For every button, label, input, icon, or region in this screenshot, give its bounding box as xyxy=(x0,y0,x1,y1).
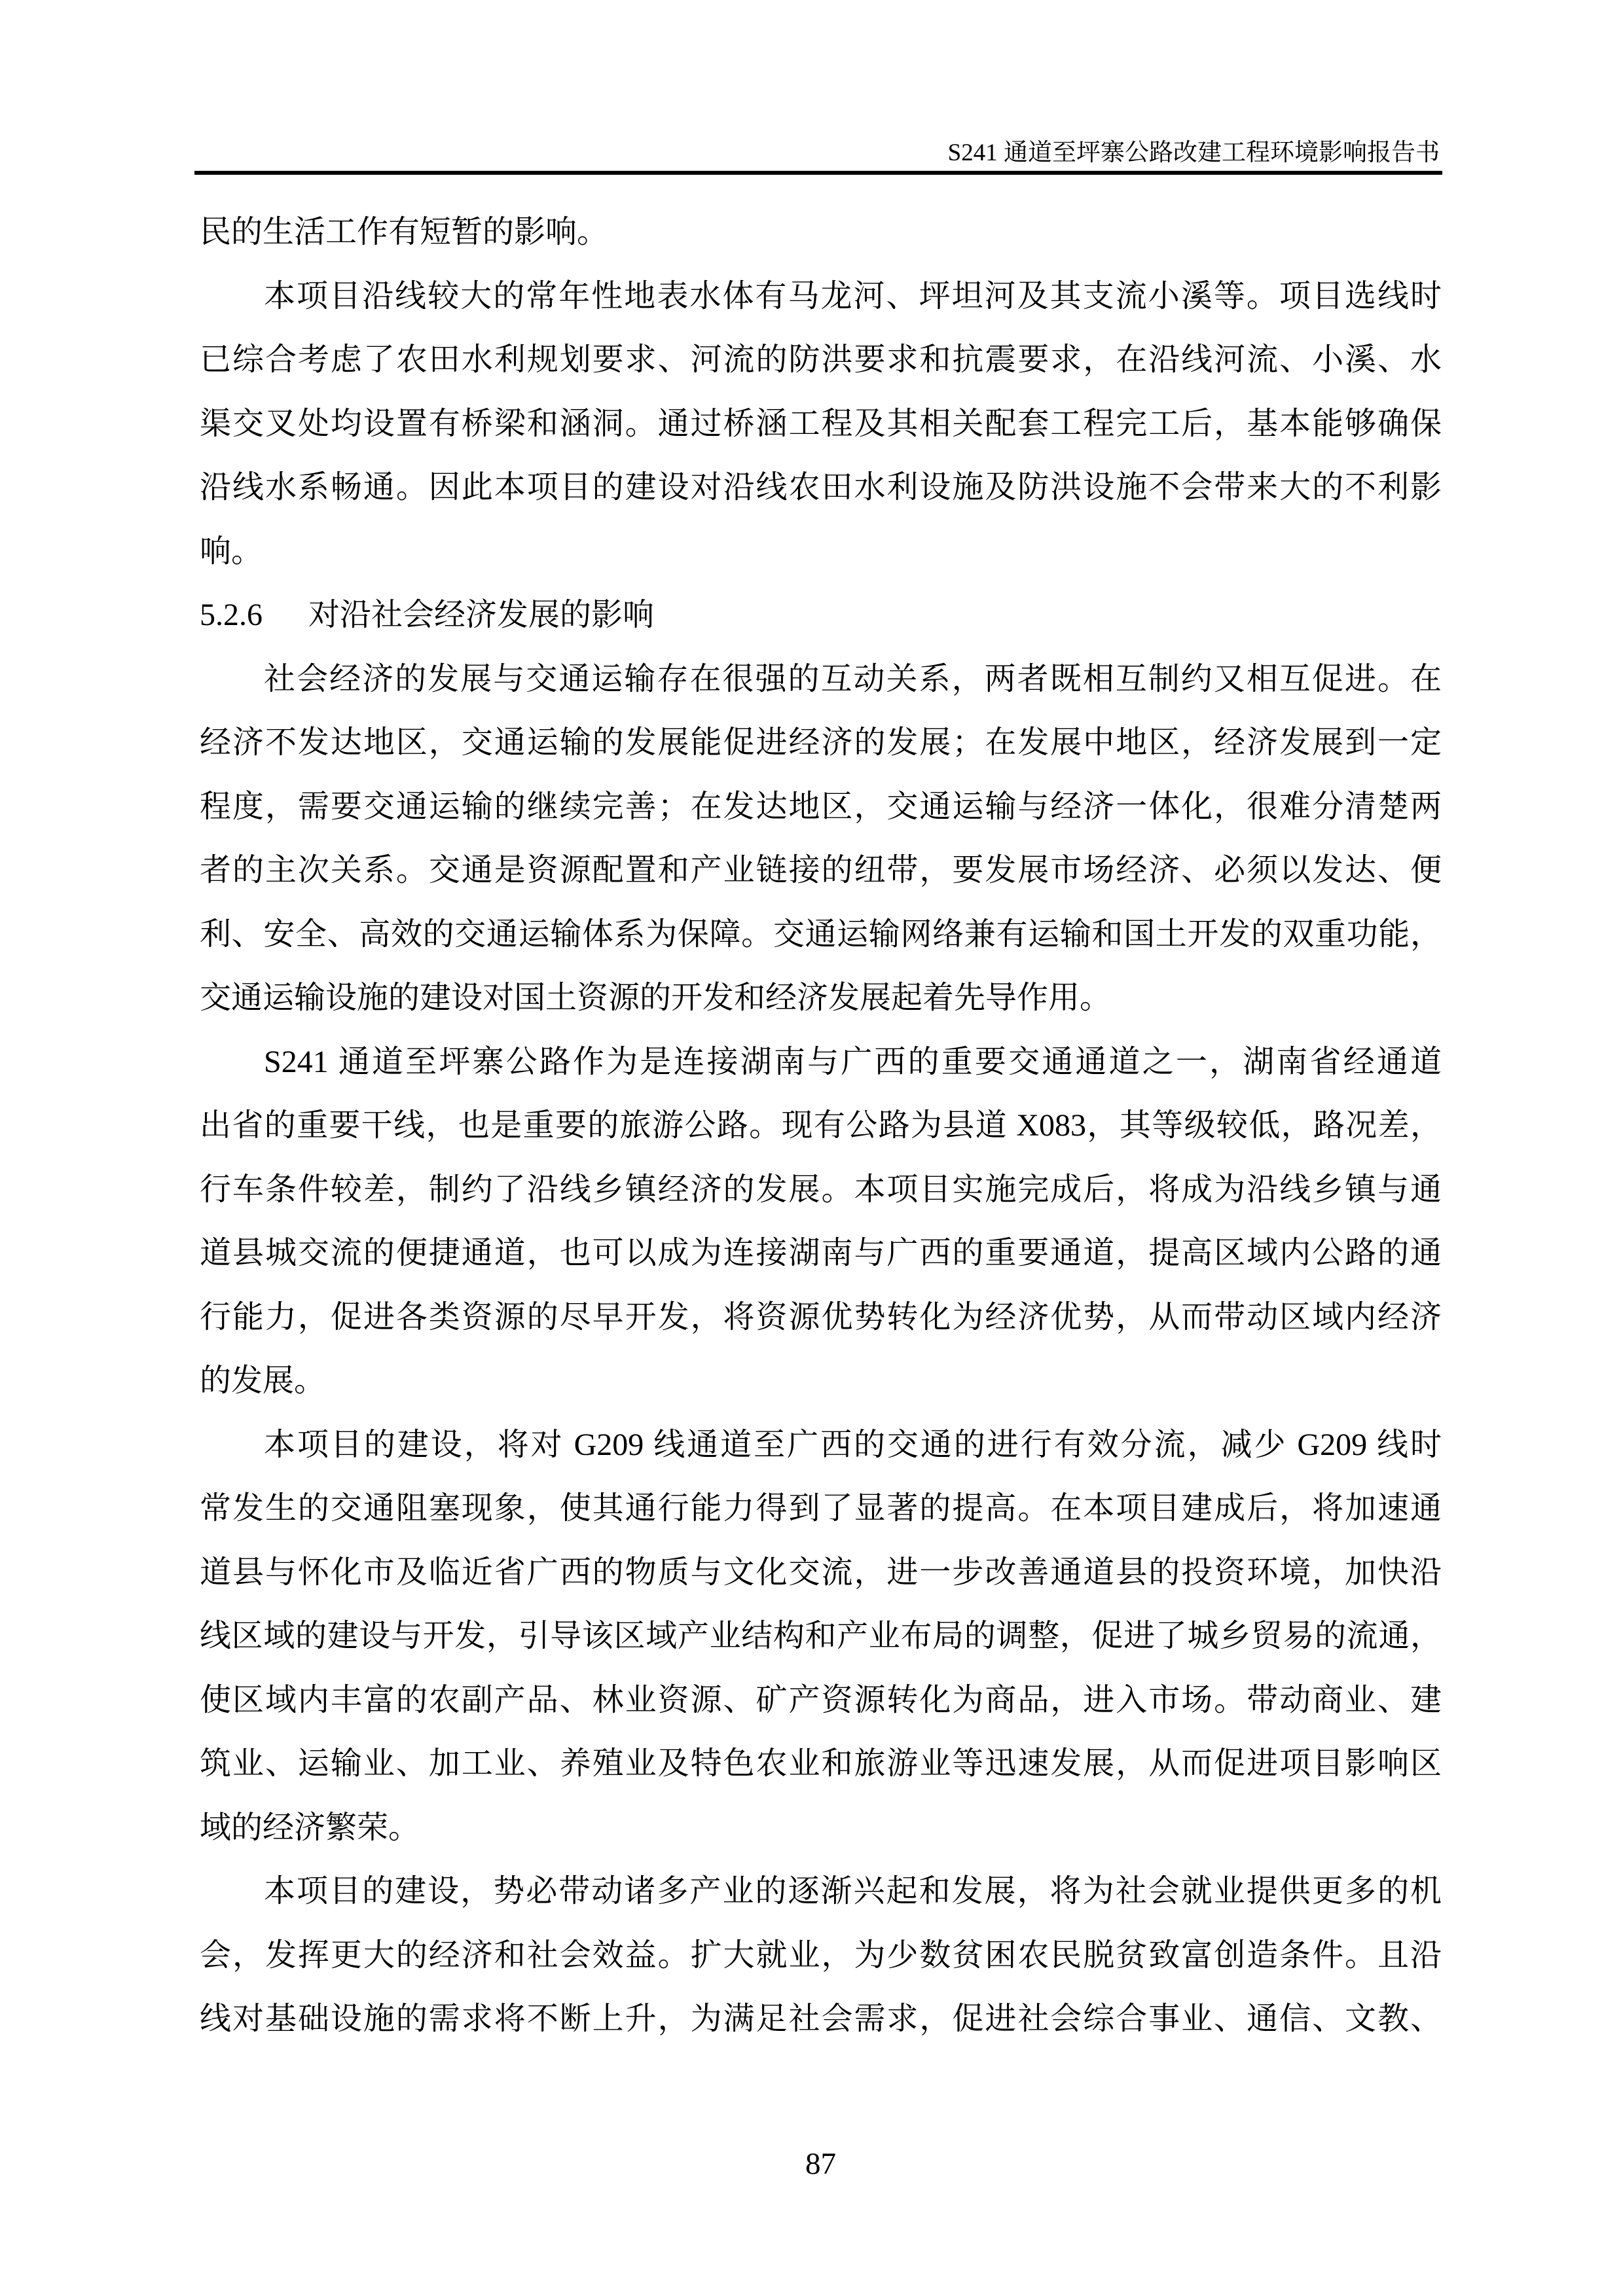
text-line: 民的生活工作有短暂的影响。 xyxy=(200,215,609,249)
text-line: 渠交叉处均设置有桥梁和涵洞。通过桥涵工程及其相关配套工程完工后，基本能够确保 xyxy=(200,406,1442,441)
text-line: 常发生的交通阻塞现象，使其通行能力得到了显著的提高。在本项目建成后，将加速通 xyxy=(200,1491,1442,1526)
text-line: 使区域内丰富的农副产品、林业资源、矿产资源转化为商品，进入市场。带动商业、建 xyxy=(200,1682,1442,1717)
section-number: 5.2.6 xyxy=(200,598,263,632)
document-body xyxy=(200,200,1442,2051)
text-line: 筑业、运输业、加工业、养殖业及特色农业和旅游业等迅速发展，从而促进项目影响区 xyxy=(200,1746,1442,1781)
text-line: 本项目的建设，将对 G209 线通道至广西的交通的进行有效分流，减少 G209 线时 xyxy=(264,1427,1442,1462)
text-line: 道县城交流的便捷通道，也可以成为连接湖南与广西的重要通道，提高区域内公路的通 xyxy=(200,1236,1442,1270)
text-line: 行能力，促进各类资源的尽早开发，将资源优势转化为经济优势，从而带动区域内经济 xyxy=(200,1299,1442,1335)
page-number: 87 xyxy=(805,2147,836,2181)
section-heading xyxy=(200,583,1442,647)
text-line: 出省的重要干线，也是重要的旅游公路。现有公路为县道 X083，其等级较低，路况差， xyxy=(200,1108,1442,1143)
text-line: 的发展。 xyxy=(200,1363,326,1398)
header-rule xyxy=(194,171,1442,175)
text-line: 响。 xyxy=(200,533,263,569)
text-line: 本项目沿线较大的常年性地表水体有马龙河、坪坦河及其支流小溪等。项目选线时 xyxy=(264,278,1442,314)
text-line: 沿线水系畅通。因此本项目的建设对沿线农田水利设施及防洪设施不会带来大的不利影 xyxy=(200,470,1442,505)
section-title: 对沿社会经济发展的影响 xyxy=(308,598,655,632)
text-line: 社会经济的发展与交通运输存在很强的互动关系，两者既相互制约又相互促进。在 xyxy=(264,661,1442,696)
text-line: 经济不发达地区，交通运输的发展能促进经济的发展；在发展中地区，经济发展到一定 xyxy=(200,725,1442,760)
text-line: 线区域的建设与开发，引导该区域产业结构和产业布局的调整，促进了城乡贸易的流通， xyxy=(200,1619,1442,1653)
text-line: 线对基础设施的需求将不断上升，为满足社会需求，促进社会综合事业、通信、文教、 xyxy=(200,2001,1442,2036)
text-line: 利、安全、高效的交通运输体系为保障。交通运输网络兼有运输和国土开发的双重功能， xyxy=(200,916,1442,952)
text-line: 道县与怀化市及临近省广西的物质与文化交流，进一步改善通道县的投资环境，加快沿 xyxy=(200,1554,1442,1590)
text-line: 交通运输设施的建设对国土资源的开发和经济发展起着先导作用。 xyxy=(200,980,1112,1015)
text-line: 者的主次关系。交通是资源配置和产业链接的纽带，要发展市场经济、必须以发达、便 xyxy=(200,853,1442,888)
text-line: 本项目的建设，势必带动诸多产业的逐渐兴起和发展，将为社会就业提供更多的机 xyxy=(264,1874,1442,1909)
text-line: S241 通道至坪寨公路作为是连接湖南与广西的重要交通通道之一，湖南省经通道 xyxy=(264,1044,1442,1079)
text-line: 行车条件较差，制约了沿线乡镇经济的发展。本项目实施完成后，将成为沿线乡镇与通 xyxy=(200,1172,1442,1207)
text-line: 程度，需要交通运输的继续完善；在发达地区，交通运输与经济一体化，很难分清楚两 xyxy=(200,789,1442,824)
text-line: 会，发挥更大的经济和社会效益。扩大就业，为少数贫困农民脱贫致富创造条件。且沿 xyxy=(200,1937,1442,1973)
text-line: 域的经济繁荣。 xyxy=(200,1810,420,1845)
text-line: 已综合考虑了农田水利规划要求、河流的防洪要求和抗震要求，在沿线河流、小溪、水 xyxy=(200,342,1442,377)
header-title: S241 通道至坪寨公路改建工程环境影响报告书 xyxy=(947,139,1440,166)
